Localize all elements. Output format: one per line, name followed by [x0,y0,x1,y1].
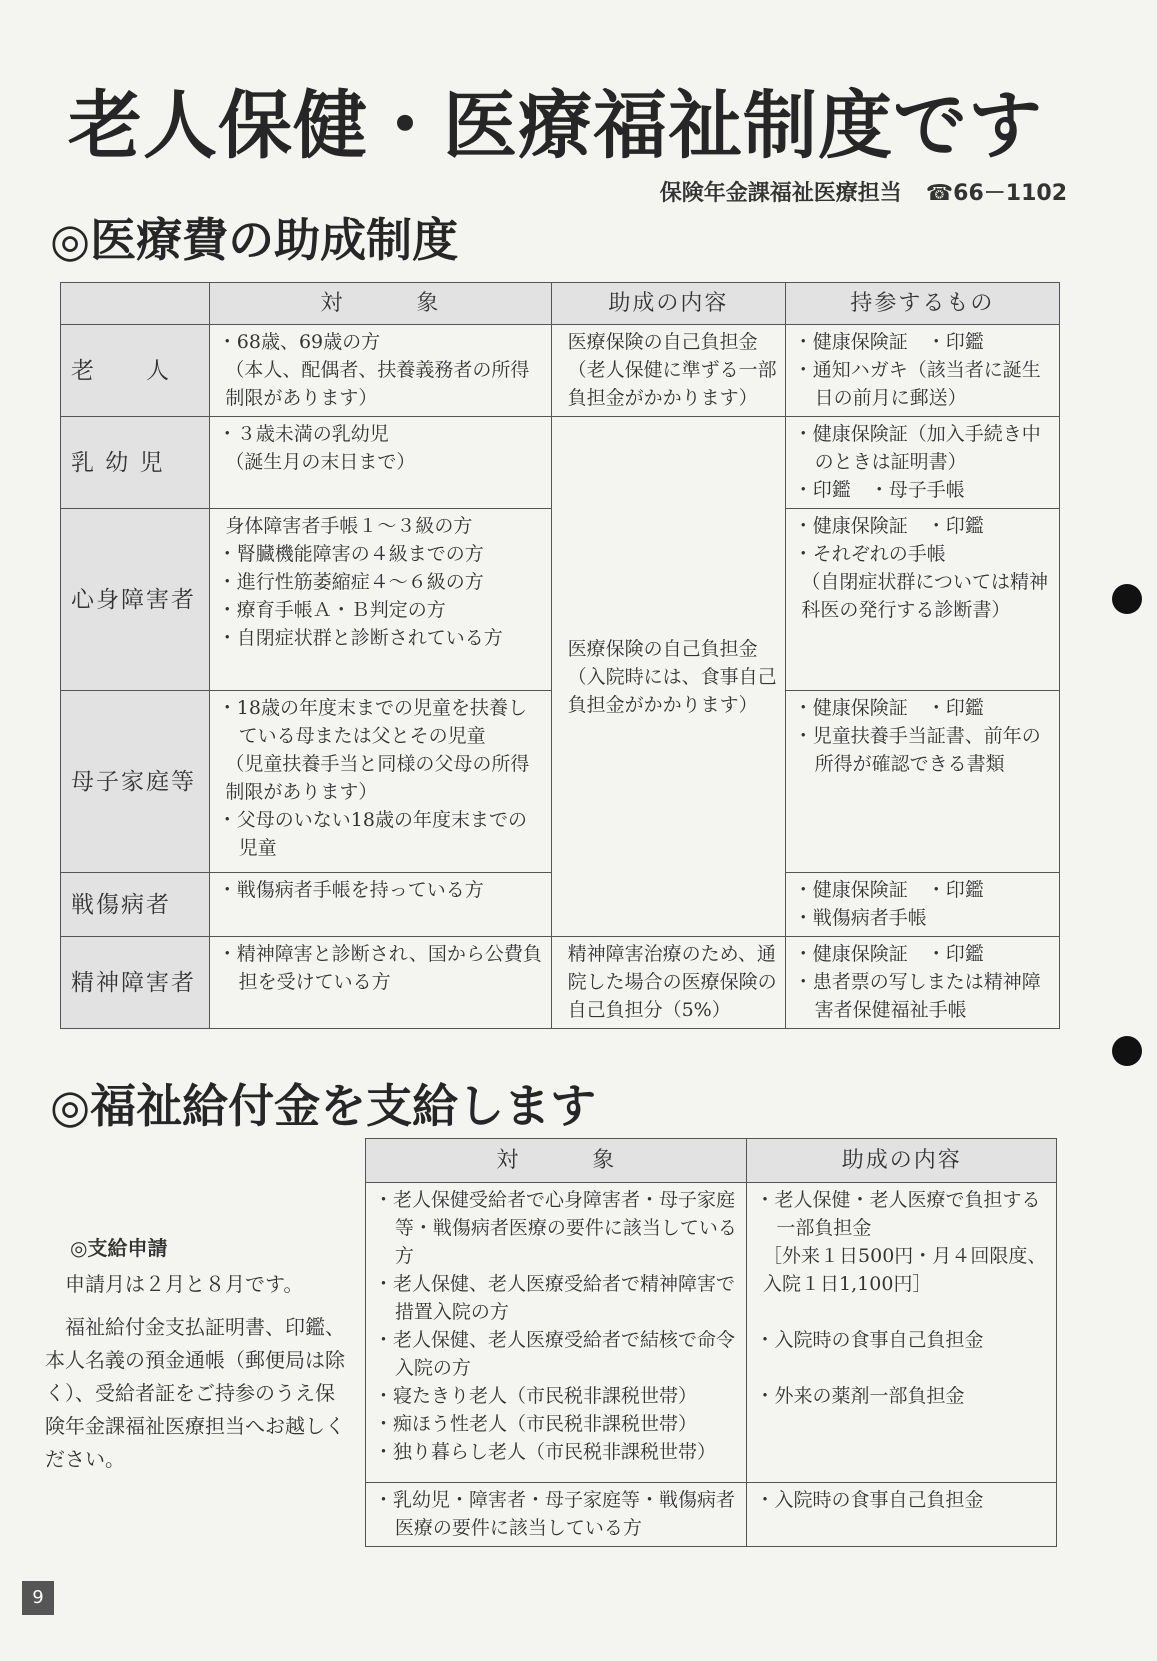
bring-item: ・患者票の写しまたは精神障害者保健福祉手帳 [793,971,1041,1021]
target-item: ・乳幼児・障害者・母子家庭等・戦傷病者医療の要件に該当している方 [374,1489,736,1539]
department-name: 保険年金課福祉医療担当 [659,181,902,206]
table-header-row [366,1139,1057,1183]
bring-cell [785,937,1059,1029]
welfare-benefit-table [365,1138,1057,1547]
target-item: ・老人保健、老人医療受給者で結核で命令入院の方 [374,1329,736,1379]
header-target: 対 象 [366,1139,747,1183]
bring-item: ・健康保険証 ・印鑑 [793,879,984,901]
target-item: （誕生月の末日まで） [225,451,416,473]
target-item: ・療育手帳Ａ・Ｂ判定の方 [217,599,446,621]
target-item: ・進行性筋萎縮症４～６級の方 [217,571,484,593]
content-item: 医療保険の自己負担金 [567,331,758,353]
target-item: ・独り暮らし老人（市民税非課税世帯） [374,1441,717,1463]
bring-cell [785,509,1059,691]
target-item: ・自閉症状群と診断されている方 [217,627,503,649]
bring-item: （自閉症状群については精神科医の発行する診断書） [801,571,1048,621]
target-cell [366,1183,747,1483]
content-item: 医療保険の自己負担金 [567,637,758,660]
target-item: ・老人保健受給者で心身障害者・母子家庭等・戦傷病者医療の要件に該当している方 [374,1189,737,1267]
bring-item: ・健康保険証（加入手続き中のときは証明書） [793,423,1041,473]
target-item: ・寝たきり老人（市民税非課税世帯） [374,1385,698,1407]
bring-cell [785,873,1059,937]
table-row [61,325,1060,417]
target-cell [209,937,551,1029]
content-item: ・外来の薬剤一部負担金 [755,1385,965,1407]
target-item: （児童扶養手当と同様の父母の所得制限があります） [225,753,530,803]
table-header-row [61,283,1060,325]
phone-number: ☎66－1102 [925,181,1067,206]
target-item: ・18歳の年度末までの児童を扶養している母または父とその児童 [217,697,527,747]
content-cell [551,937,785,1029]
category-cell: 心身障害者 [61,509,210,691]
application-paragraph: 申請月は２月と８月です。 [65,1272,304,1296]
content-cell [747,1183,1057,1483]
category-cell: 母子家庭等 [61,691,210,873]
header-bring: 持参するもの [785,283,1059,325]
category-cell: 戦傷病者 [61,873,210,937]
content-cell [551,325,785,417]
content-item: （老人保健に準ずる一部負担金がかかります） [567,359,777,409]
target-cell [209,509,551,691]
contact-line [660,176,1067,207]
section2-heading: ◎福祉給付金を支給します [50,1079,597,1133]
medical-subsidy-table [60,282,1060,1029]
target-item: ・戦傷病者手帳を持っている方 [217,879,484,901]
shared-content-cell [551,417,785,937]
header-content: 助成の内容 [551,283,785,325]
target-item: ・老人保健、老人医療受給者で精神障害で措置入院の方 [374,1273,736,1323]
content-item: ・入院時の食事自己負担金 [755,1329,984,1351]
application-paragraph: 福祉給付金支払証明書、印鑑、本人名義の預金通帳（郵便局は除く）、受給者証をご持参のうえ保険年金課福祉医療担当へお越しください。 [45,1315,345,1471]
target-cell [209,873,551,937]
bring-item: ・健康保険証 ・印鑑 [793,331,984,353]
bring-item: ・健康保険証 ・印鑑 [793,515,984,537]
target-item: （本人、配偶者、扶養義務者の所得制限があります） [225,359,530,409]
target-item: ・痴ほう性老人（市民税非課税世帯） [374,1413,698,1435]
target-item: ・68歳、69歳の方 [217,331,381,353]
category-cell: 精神障害者 [61,937,210,1029]
header-target: 対 象 [209,283,551,325]
page-number: 9 [22,1581,54,1615]
category-cell: 乳 幼 児 [61,417,210,509]
table-row [366,1483,1057,1547]
target-cell [366,1483,747,1547]
header-content: 助成の内容 [747,1139,1057,1183]
bring-item: ・健康保険証 ・印鑑 [793,697,984,719]
page-title: 老人保健・医療福祉制度です [68,83,1043,169]
table-row [61,417,1060,509]
header-blank [61,283,210,325]
target-item: ・父母のいない18歳の年度末までの児童 [217,809,527,859]
binder-hole-mark [1112,584,1142,614]
content-item: 精神障害治療のため、通院した場合の医療保険の自己負担分（5%） [567,943,777,1021]
target-item: ・精神障害と診断され、国から公費負担を受けている方 [217,943,542,993]
target-item: 身体障害者手帳１～３級の方 [225,515,473,537]
section1-heading: ◎医療費の助成制度 [50,213,459,267]
content-item: ・入院時の食事自己負担金 [755,1489,984,1511]
bring-item: ・それぞれの手帳 [793,543,946,565]
content-item: ・老人保健・老人医療で負担する一部負担金 [755,1189,1041,1239]
content-item: （入院時には、食事自己負担金がかかります） [567,665,777,716]
table-row [61,937,1060,1029]
bring-item: ・健康保険証 ・印鑑 [793,943,984,965]
target-item: ・腎臓機能障害の４級までの方 [217,543,484,565]
binder-hole-mark [1112,1036,1142,1066]
target-cell [209,691,551,873]
target-cell [209,417,551,509]
application-text [45,1268,345,1486]
content-item: ［外来１日500円・月４回限度、入院１日1,100円］ [763,1245,1047,1295]
bring-cell [785,691,1059,873]
bring-cell [785,325,1059,417]
bring-item: ・戦傷病者手帳 [793,907,927,929]
target-cell [209,325,551,417]
target-item: ・３歳未満の乳幼児 [217,423,389,445]
bring-item: ・通知ハガキ（該当者に誕生日の前月に郵送） [793,359,1041,409]
content-cell [747,1483,1057,1547]
application-heading: ◎支給申請 [70,1236,168,1260]
bring-cell [785,417,1059,509]
table-row [366,1183,1057,1483]
bring-item: ・印鑑 ・母子手帳 [793,479,965,501]
category-cell: 老 人 [61,325,210,417]
bring-item: ・児童扶養手当証書、前年の所得が確認できる書類 [793,725,1041,775]
